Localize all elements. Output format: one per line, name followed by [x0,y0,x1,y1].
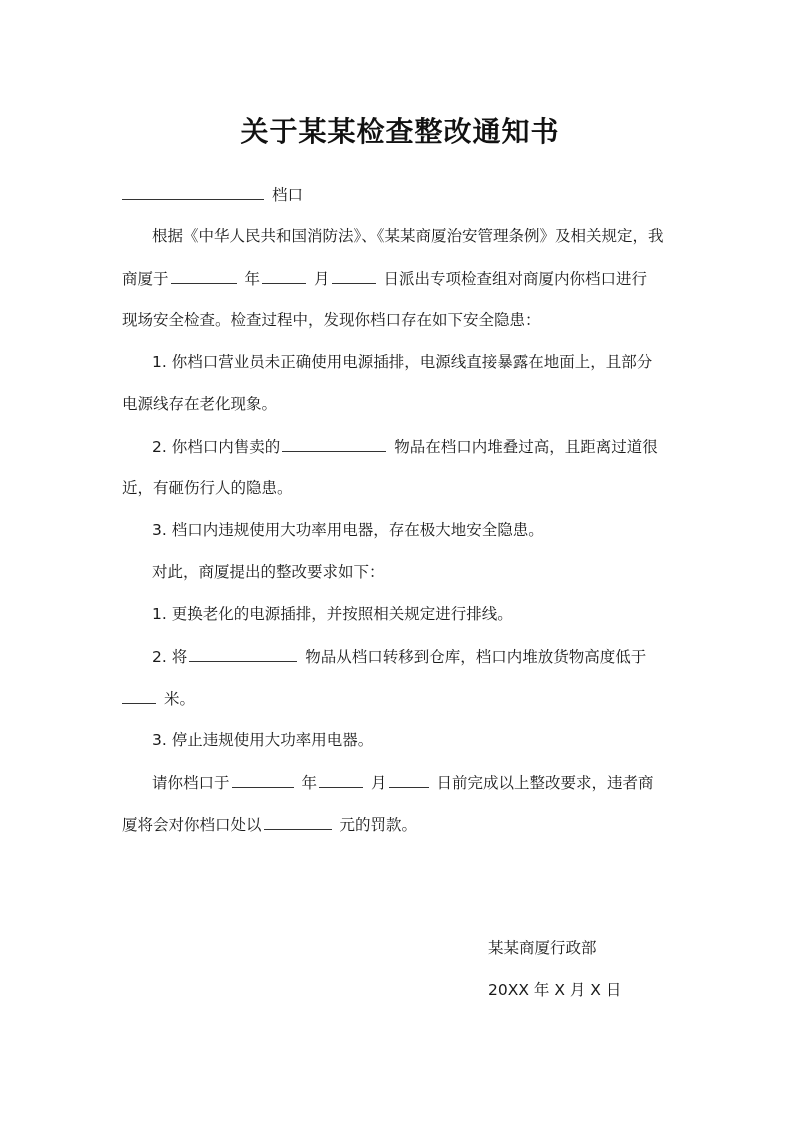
addressee-suffix: 档口 [272,186,304,204]
requirement-2-text-b: 物品从档口转移到仓库，档口内堆放货物高度低于 [305,648,647,666]
intro-line-1: 根据《中华人民共和国消防法》、《某某商厦治安管理条例》及相关规定，我 [152,227,664,245]
requirements-lead: 对此，商厦提出的整改要求如下： [152,563,385,581]
hazard-1-line-1: 1. 你档口营业员未正确使用电源插排，电源线直接暴露在地面上，且部分 [152,353,653,371]
deadline-month-blank [319,771,363,788]
deadline-line-2 [122,813,417,836]
requirement-2-line-2 [122,687,195,710]
deadline-text-d: 日前完成以上整改要求，违者商 [436,774,654,792]
requirement-1-line: 1. 更换老化的电源插排，并按照相关规定进行排线。 [152,605,513,623]
intro-text-year: 年 [244,270,261,288]
intro-text-month: 月 [314,270,330,288]
deadline-line-1 [152,771,654,794]
intro-line-2 [122,267,647,290]
requirement-2-line-1 [152,645,646,668]
requirement-2-text-c: 米。 [164,690,196,708]
hazard-2-line-2: 近，有砸伤行人的隐患。 [122,479,293,497]
addressee-line [122,183,303,206]
intro-text-a: 商厦于 [122,270,169,288]
inspection-day-blank [332,267,376,284]
deadline-day-blank [389,771,429,788]
signature-date: 20XX 年 X 月 X 日 [488,981,622,999]
deadline-text-e: 厦将会对你档口处以 [122,816,262,834]
intro-line-3: 现场安全检查。检查过程中，发现你档口存在如下安全隐患： [122,311,541,329]
goods-name-blank [282,435,386,452]
intro-text-d: 日派出专项检查组对商厦内你档口进行 [383,270,648,288]
deadline-text-month: 月 [371,774,387,792]
inspection-month-blank [262,267,306,284]
stall-name-blank [122,183,264,200]
inspection-year-blank [171,267,237,284]
hazard-1-line-2: 电源线存在老化现象。 [122,395,278,413]
signature-organization: 某某商厦行政部 [488,939,597,957]
hazard-2-text-b: 物品在档口内堆叠过高，且距离过道很 [394,438,658,456]
goods-transfer-blank [189,645,297,662]
fine-amount-blank [264,813,332,830]
deadline-year-blank [232,771,294,788]
requirement-3-line: 3. 停止违规使用大功率用电器。 [152,731,374,749]
requirement-2-text-a: 2. 将 [152,648,188,666]
hazard-2-text-a: 2. 你档口内售卖的 [152,438,281,456]
deadline-text-f: 元的罚款。 [339,816,418,834]
deadline-text-a: 请你档口于 [152,774,230,792]
deadline-text-year: 年 [301,774,318,792]
height-limit-blank [122,687,156,704]
hazard-3-line: 3. 档口内违规使用大功率用电器，存在极大地安全隐患。 [152,521,544,539]
document-title: 关于某某检查整改通知书 [240,115,560,148]
hazard-2-line-1 [152,435,658,458]
